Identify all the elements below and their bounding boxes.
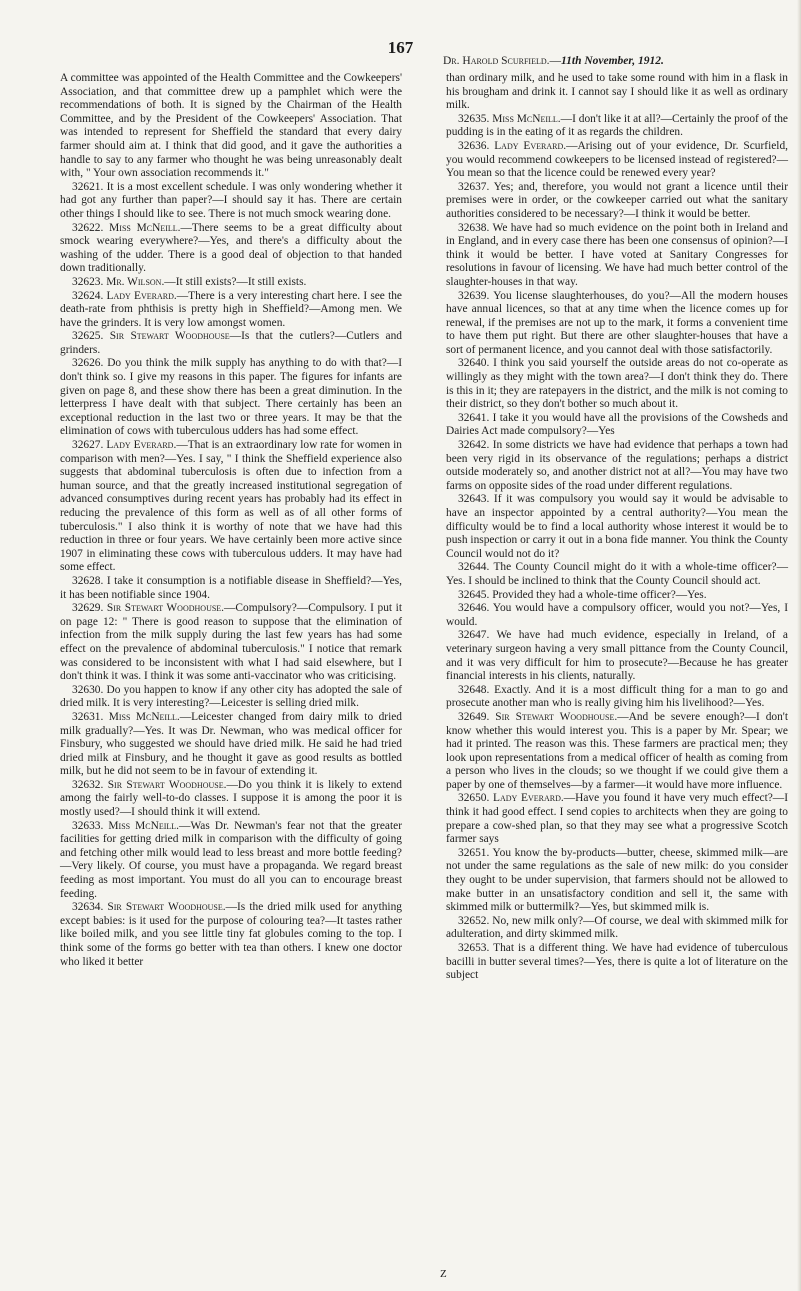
speaker-name: Sir Stewart Woodhouse. (495, 710, 618, 723)
testimony-paragraph (446, 684, 788, 711)
question-number: 32631. (72, 710, 104, 723)
testimony-paragraph (446, 942, 788, 983)
paragraph-text: —Was Dr. Newman's fear not that the greater facilities for getting dried milk in comparison with the difficulty of going and fetching other milk would lead to less breast and more bottle feeding?—Very likely. Of course, you must have a propaganda. We regard breast feeding as most important. You must do all you can to encourage breast feeding. (60, 819, 402, 900)
paragraph-text: —Is the dried milk used for anything except babies: is it used for the purpose of colouring tea?—It tastes rather like boiled milk, and you see little tiny fat globules coming to the top. I think some of the forms go better with tea than others. I knew one doctor who liked it better (60, 901, 402, 968)
paragraph-text: You license slaughterhouses, do you?—All the modern houses have annual licences, so that at any time when the licence comes up for renewal, if the premises are not up to the mark, it forms a convenient time to have them put right. But there are other slaughter-houses that have a sort of permanent licence, and you cannot deal with those satisfactorily. (446, 289, 788, 356)
question-number: 32651. (458, 846, 490, 859)
testimony-paragraph (446, 290, 788, 358)
question-number: 32633. (72, 819, 104, 832)
testimony-paragraph (60, 290, 402, 331)
speaker-name: Miss McNeill. (109, 221, 181, 234)
question-number: 32650. (458, 792, 490, 805)
paragraph-text: —And be severe enough?—I don't know whether this would interest you. This is a paper by Mr. Spear; we had it printed. The reason was this. These farmers are practical men; they look upon representations from a medical officer of health as coming from a person who lives in the clouds; so we thought if we could give them a paper by one of themselves—by a farmer—it would have more influence. (446, 710, 789, 791)
testimony-paragraph (446, 439, 788, 493)
paragraph-text: Yes; and, therefore, you would not grant a licence until their premises were in order, or the cowkeeper carried out what the sanitary authorities considered to be necessary?—I think it would be better. (446, 180, 788, 220)
question-number: 32626. (72, 357, 104, 370)
testimony-paragraph (60, 779, 402, 820)
left-column (60, 72, 402, 969)
question-number: 32637. (458, 180, 490, 193)
testimony-paragraph (446, 222, 788, 290)
question-number: 32647. (458, 629, 490, 642)
testimony-paragraph (446, 357, 788, 411)
testimony-paragraph (446, 792, 788, 846)
paragraph-text: You know the by-products—butter, cheese, skimmed milk—are not under the same regulations as the sale of new milk: do you consider they ought to be under supervision, that farmers should not be allowed to make butter in an unsatisfactory condition and sell it, the same with skimmed milk or buttermilk?—Yes, but skimmed milk is. (446, 846, 788, 914)
paragraph-text: A committee was appointed of the Health Committee and the Cowkeepers' Association, and that committee drew up a pamphlet which were the recommendations of both. It is signed by the Chairman of the Health Committee, and by the President of the Cowkeepers' Association. That was intended to represent for Sheffield the standard that every dairy farmer should aim at. I think that did good, and it gave the authorities a handle to say to any farmer who thought he was being unreasonably dealt with, " Your own association recommends it." (60, 72, 402, 180)
speaker-name: Mr. Wilson. (106, 275, 165, 288)
running-head-date: 11th November, 1912. (561, 55, 664, 67)
right-column (446, 72, 788, 983)
paragraph-text: —There is a very interesting chart here. I see the death-rate from phthisis is pretty high in Sheffield?—Among men. We have the grinders. It is very low amongst women. (60, 289, 402, 329)
speaker-name: Lady Everard. (494, 139, 567, 152)
testimony-paragraph (446, 140, 788, 181)
testimony-paragraph (446, 629, 788, 683)
testimony-paragraph (446, 711, 788, 793)
paragraph-text: —Is that the cutlers?—Cutlers and grinders. (60, 330, 402, 356)
speaker-name: Sir Stewart Woodhouse. (107, 901, 226, 914)
testimony-paragraph (446, 847, 788, 915)
paragraph-text: —Compulsory?—Compulsory. I put it on page 12: " There is good reason to suppose that the elimination of infection from the milk supply during the last few years has had some effect on the prevalence of abdominal tuberculosis." I notice that remark was considered to be inconsistent with what I had said elsewhere, but I don't think it was. I think it was some anti-vaccinator who was criticising. (60, 602, 402, 683)
signature-mark: Z (440, 1268, 447, 1280)
testimony-paragraph (446, 589, 788, 603)
running-head-separator: .— (546, 55, 562, 67)
paragraph-text: Provided they had a whole-time officer?—Yes. (492, 588, 707, 601)
paragraph-text: In some districts we have had evidence that perhaps a town had been very rigid in its observance of the regulations; perhaps a district outside moderately so, and another district not at all?—You may have two farms on opposite sides of the road under different regulations. (446, 439, 788, 492)
testimony-paragraph (60, 575, 402, 602)
testimony-paragraph (60, 684, 402, 711)
speaker-name: Miss McNeill. (108, 819, 180, 832)
question-number: 32636. (458, 139, 490, 152)
question-number: 32641. (458, 411, 490, 424)
question-number: 32649. (458, 710, 490, 723)
paragraph-text: You would have a compulsory officer, would you not?—Yes, I would. (446, 602, 788, 628)
paragraph-text: —Do you think it is likely to extend among the fairly well-to-do classes. I suppose it is among the poor it is mostly used?—I should think it will extend. (60, 778, 402, 819)
testimony-paragraph (446, 181, 788, 222)
paragraph-text: If it was compulsory you would say it would be advisable to have an inspector appointed by a central authority?—You mean the difficulty would be to find a local authority whose interest it would be to push inspection or carry it out in a bona fide manner. You think the County Council would not do it? (446, 493, 788, 560)
paragraph-text: Do you think the milk supply has anything to do with that?—I don't think so. I give my reasons in this paper. The figures for infants are given on page 8, and these show there has been a great diminution. In the letterpress I have dealt with that subject. There certainly has been an exceptional reduction in the last two or three years. It may be that the elimination of cows with tuberculous udders has had some effect. (60, 357, 402, 438)
question-number: 32627. (72, 439, 104, 452)
page-number: 167 (387, 38, 414, 57)
speaker-name: Lady Everard. (493, 792, 564, 805)
question-number: 32621. (72, 180, 104, 193)
question-number: 32652. (458, 914, 490, 927)
testimony-paragraph (446, 493, 788, 561)
speaker-name: Sir Stewart Woodhouse. (106, 602, 225, 615)
testimony-paragraph (60, 276, 402, 290)
speaker-name: Lady Everard. (106, 439, 177, 452)
paragraph-text: That is a different thing. We have had evidence of tuberculous bacilli in butter several times?—Yes, there is quite a lot of literature on the subject (446, 942, 788, 982)
question-number: 32624. (72, 289, 104, 302)
paragraph-text: Exactly. And it is a most difficult thing for a man to go and prosecute another man who is really giving him his livelihood?—Yes. (446, 683, 788, 710)
testimony-paragraph (446, 113, 788, 140)
paragraph-text: —I don't like it at all?—Certainly the proof of the pudding is in the eating of it as regards the children. (446, 112, 788, 139)
speaker-name: Lady Everard. (106, 289, 177, 302)
paragraph-text: The County Council might do it with a whole-time officer?—Yes. I should be inclined to think that the County Council should act. (446, 561, 788, 587)
question-number: 32622. (72, 221, 104, 234)
question-number: 32644. (458, 561, 490, 574)
question-number: 32638. (458, 221, 490, 234)
paragraph-text: I take it consumption is a notifiable disease in Sheffield?—Yes, it has been notifiable since 1904. (60, 574, 402, 601)
paragraph-text: —It still exists?—It still exists. (164, 275, 307, 288)
paragraph-text: We have had so much evidence on the point both in Ireland and in England, and in every case there has been one consensus of opinion?—I think it would be better. I have voted at Sanitary Congresses for resolutions in favour of licensing. We have had much better control of the slaughter-houses in that way. (446, 221, 788, 288)
question-number: 32625. (72, 330, 104, 343)
question-number: 32642. (458, 439, 490, 452)
testimony-paragraph (60, 72, 402, 181)
running-head (443, 55, 798, 67)
paragraph-text: It is a most excellent schedule. I was only wondering whether it had got any further than paper?—I should say it has. There are certain other things I should like to see. There is not much smock wearing done. (60, 180, 402, 220)
running-head-speaker: Dr. Harold Scurfield (443, 55, 547, 67)
testimony-paragraph (60, 439, 402, 575)
question-number: 32634. (72, 901, 104, 914)
question-number: 32640. (458, 357, 490, 370)
paragraph-text: —That is an extraordinary low rate for women in comparison with men?—Yes. I say, " I think the Sheffield experience also suggests that abdominal tuberculosis is often due to infection from a human source, and that the greatly increased institutional segregation of advanced consumptives during recent years has probably had its effect in reducing the prevalence of this form as well as of all other forms of tuberculosis." I also think it is worthy of note that we have had this reduction in three or four years. We have certainly been more active since 1907 in eliminating these cows with tuberculous udders. It may have had some effect. (60, 439, 403, 574)
testimony-paragraph (60, 602, 402, 684)
paragraph-text: —Arising out of your evidence, Dr. Scurfield, you would recommend cowkeepers to be licensed instead of registered?—You mean so that the licence could be renewed every year? (446, 139, 789, 180)
page-edge-shadow (797, 0, 801, 1291)
paragraph-text: —Leicester changed from dairy milk to dried milk gradually?—Yes. It was Dr. Newman, who was medical officer for Finsbury, who suggested we should have dried milk. He said he had tried dried milk at Finsbury, and he thought it gave as good results as bottled milk, but he did not seem to be in favour of extending it. (60, 710, 402, 778)
question-number: 32630. (72, 683, 104, 696)
paragraph-text: I take it you would have all the provisions of the Cowsheds and Dairies Act made compulsory?—Yes (446, 411, 788, 438)
question-number: 32628. (72, 574, 104, 587)
paragraph-text: —There seems to be a great difficulty about smock wearing everywhere?—Yes, and there's a difficulty about the washing of the udder. There is a good deal of objection to that handed down traditionally. (60, 221, 402, 275)
speaker-name: Sir Stewart Woodhouse. (107, 778, 227, 791)
testimony-paragraph (446, 602, 788, 629)
question-number: 32648. (458, 683, 490, 696)
speaker-name: Miss McNeill. (492, 112, 561, 125)
testimony-paragraph (60, 711, 402, 779)
testimony-paragraph (60, 820, 402, 902)
question-number: 32653. (458, 942, 490, 954)
paragraph-text: —Have you found it have very much effect?—I think it had good effect. I send copies to architects when they are going to prepare a cow-shed plan, so that they may see what a progressive Scotch farmer says (446, 792, 788, 846)
question-number: 32646. (458, 602, 490, 615)
question-number: 32632. (72, 778, 104, 791)
testimony-paragraph (446, 915, 788, 942)
paragraph-text: Do you happen to know if any other city has adopted the sale of dried milk. It is very interesting?—Leicester is selling dried milk. (60, 683, 402, 710)
paragraph-text: I think you said yourself the outside areas do not co-operate as willingly as they might with the town area?—I don't think they do. There is this in it; they are ratepayers in the district, and the milk is not coming to their district, so they don't bother so much about it. (446, 357, 788, 411)
question-number: 32623. (72, 275, 104, 288)
paragraph-text: We have had much evidence, especially in Ireland, of a veterinary surgeon having a very small pittance from the County Council, and it was very difficult for him to prosecute?—Because he has greater financial interests in his clients, naturally. (446, 629, 788, 683)
testimony-paragraph (446, 561, 788, 588)
testimony-paragraph (60, 222, 402, 276)
question-number: 32643. (458, 493, 490, 506)
testimony-paragraph (446, 72, 788, 113)
testimony-paragraph (446, 412, 788, 439)
question-number: 32635. (458, 112, 490, 125)
question-number: 32639. (458, 289, 490, 302)
question-number: 32629. (72, 602, 104, 615)
testimony-paragraph (60, 357, 402, 439)
paragraph-text: No, new milk only?—Of course, we deal with skimmed milk for adulteration, and dirty skimmed milk. (446, 914, 788, 941)
paragraph-text: than ordinary milk, and he used to take some round with him in a flask in his brougham and drink it. I cannot say I should like it as well as ordinary milk. (446, 72, 788, 112)
testimony-paragraph (60, 901, 402, 969)
speaker-name: Miss McNeill. (108, 710, 180, 723)
testimony-paragraph (60, 330, 402, 357)
question-number: 32645. (458, 588, 490, 601)
testimony-paragraph (60, 181, 402, 222)
speaker-name: Sir Stewart Woodhouse (109, 330, 230, 343)
